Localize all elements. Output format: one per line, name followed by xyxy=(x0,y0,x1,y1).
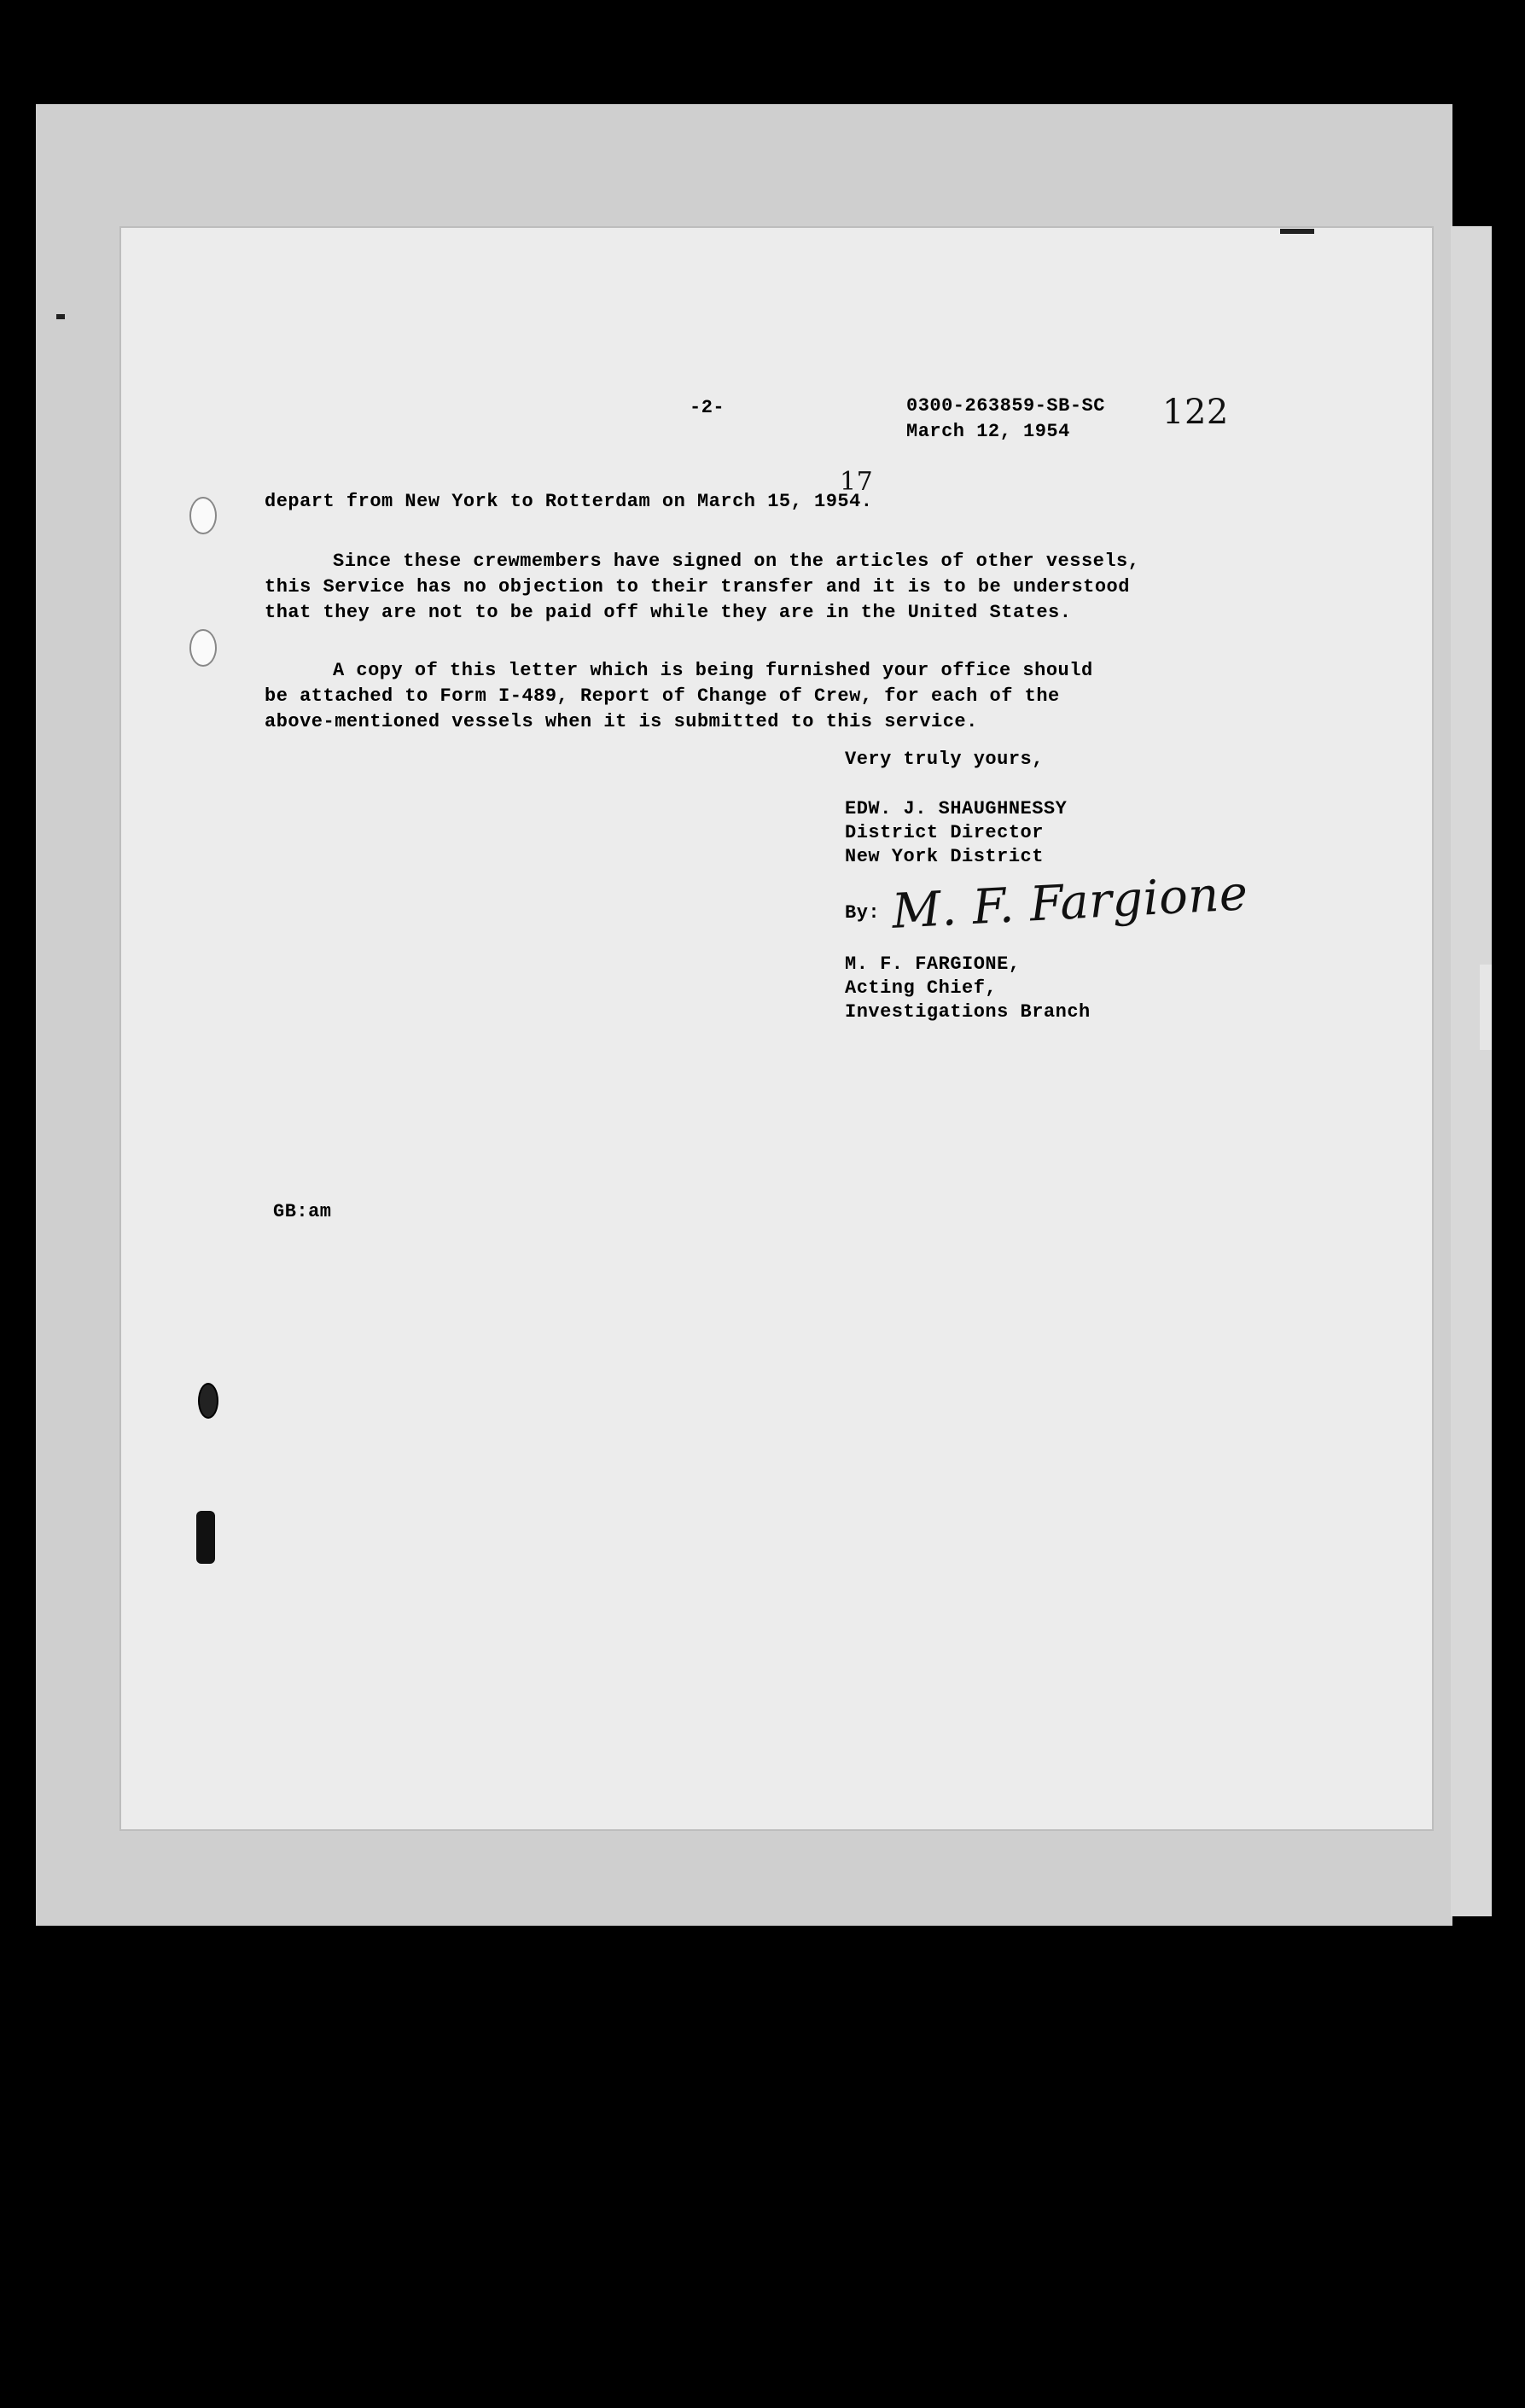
folder-tab xyxy=(1480,965,1492,1050)
back-sheet-edge xyxy=(1451,226,1492,1916)
page-number: -2- xyxy=(690,397,725,418)
body-line-1: depart from New York to Rotterdam on March 15, 1954. xyxy=(265,491,873,512)
para2-line-2: this Service has no objection to their transfer and it is to be understood xyxy=(265,576,1130,598)
para3-line-2: be attached to Form I-489, Report of Change of Crew, for each of the xyxy=(265,685,1060,707)
para2-line-3: that they are not to be paid off while they are in the United States. xyxy=(265,602,1072,623)
para3-line-1: A copy of this letter which is being furnished your office should xyxy=(333,660,1093,681)
para3-line-3: above-mentioned vessels when it is submitted to this service. xyxy=(265,711,978,732)
by-label: By: xyxy=(845,902,881,924)
punch-hole xyxy=(189,629,217,667)
salutation: Very truly yours, xyxy=(845,749,1044,770)
signer-branch: Investigations Branch xyxy=(845,1001,1091,1023)
edge-mark xyxy=(56,314,65,319)
signature: M. F. Fargione xyxy=(890,866,1249,940)
letter-page xyxy=(119,226,1434,1831)
para2-line-1: Since these crewmembers have signed on the articles of other vessels, xyxy=(333,551,1140,572)
director-title: District Director xyxy=(845,822,1044,843)
handwritten-correction: 17 xyxy=(840,467,874,497)
letter-content xyxy=(119,226,1434,1831)
signer-title: Acting Chief, xyxy=(845,977,998,999)
edge-mark xyxy=(1280,229,1314,234)
letter-date: March 12, 1954 xyxy=(906,421,1070,442)
punch-hole xyxy=(189,497,217,534)
file-number: 0300-263859-SB-SC xyxy=(906,395,1105,417)
director-district: New York District xyxy=(845,846,1044,867)
punch-hole xyxy=(198,1383,218,1419)
typist-initials: GB:am xyxy=(273,1201,332,1222)
stamp-number: 122 xyxy=(1162,393,1229,432)
binder-clip xyxy=(196,1511,215,1564)
signer-name: M. F. FARGIONE, xyxy=(845,953,1021,975)
director-name: EDW. J. SHAUGHNESSY xyxy=(845,798,1068,819)
